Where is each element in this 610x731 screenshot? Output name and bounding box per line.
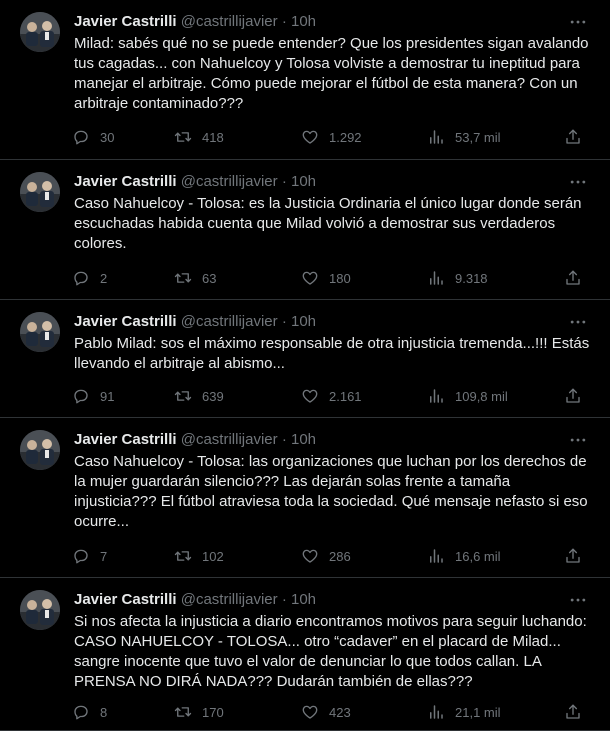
views-count: 16,6 mil: [455, 548, 501, 564]
reply-button[interactable]: [72, 268, 107, 288]
reply-count: 91: [100, 388, 115, 404]
retweet-button[interactable]: [174, 546, 224, 566]
reply-icon: [72, 387, 100, 405]
more-options-icon[interactable]: [568, 430, 588, 450]
timestamp[interactable]: 10h: [291, 313, 317, 330]
views-count: 109,8 mil: [455, 388, 508, 404]
avatar[interactable]: [20, 172, 60, 212]
share-button[interactable]: [564, 386, 582, 406]
retweet-icon: [174, 547, 202, 565]
retweet-button[interactable]: [174, 268, 216, 288]
like-count: 1.292: [329, 129, 362, 145]
share-button[interactable]: [564, 127, 582, 147]
tweet-actions: [72, 702, 592, 722]
reply-count: 8: [100, 704, 108, 720]
more-options-icon[interactable]: [568, 172, 588, 192]
like-count: 423: [329, 704, 351, 720]
reply-button[interactable]: [72, 386, 114, 406]
avatar[interactable]: [20, 312, 60, 352]
more-options-icon[interactable]: [568, 312, 588, 332]
views-count: 53,7 mil: [455, 129, 501, 145]
separator: ·: [281, 591, 287, 608]
tweet-actions: [72, 127, 592, 147]
timestamp[interactable]: 10h: [291, 13, 317, 30]
like-icon: [301, 703, 329, 721]
like-button[interactable]: [301, 268, 351, 288]
avatar[interactable]: [20, 590, 60, 630]
views-button[interactable]: [427, 127, 501, 147]
tweet-header: [74, 430, 316, 450]
retweet-icon: [174, 128, 202, 146]
tweet-text: Caso Nahuelcoy - Tolosa: las organizaciones que luchan por los derechos de la mujer guardarán silencio??? Las dejarán solas frente a tamaña injusticia??? El fútbol atraviesa toda la sociedad. Qué mensaje nefasto si eso ocurre...: [74, 453, 588, 530]
tweet-text: Si nos afecta la injusticia a diario encontramos motivos para seguir luchando: CASO NAHUELCOY - TOLOSA... otro “cadaver” en el placard de Milad... sangre inocente que tuvo el valor de denunciar lo que todos callan. LA PRENSA NO DIRÁ NADA??? Dudarán también de ellas???: [74, 613, 587, 690]
tweet[interactable]: [0, 160, 610, 300]
timestamp[interactable]: 10h: [291, 591, 317, 608]
like-icon: [301, 387, 329, 405]
author-handle[interactable]: @castrillijavier: [180, 431, 278, 448]
author-handle[interactable]: @castrillijavier: [180, 313, 278, 330]
like-icon: [301, 269, 329, 287]
author-handle[interactable]: @castrillijavier: [180, 13, 278, 30]
separator: ·: [281, 313, 287, 330]
reply-button[interactable]: [72, 546, 107, 566]
share-icon: [564, 547, 582, 565]
reply-icon: [72, 128, 100, 146]
views-button[interactable]: [427, 268, 488, 288]
retweet-button[interactable]: [174, 386, 224, 406]
author-name[interactable]: Javier Castrilli: [74, 173, 177, 190]
tweet-header: [74, 172, 316, 192]
author-name[interactable]: Javier Castrilli: [74, 13, 177, 30]
separator: ·: [281, 173, 287, 190]
share-icon: [564, 703, 582, 721]
reply-button[interactable]: [72, 702, 107, 722]
share-button[interactable]: [564, 546, 582, 566]
reply-icon: [72, 269, 100, 287]
like-count: 180: [329, 270, 351, 286]
share-button[interactable]: [564, 702, 582, 722]
views-icon: [427, 703, 455, 721]
like-icon: [301, 547, 329, 565]
reply-count: 7: [100, 548, 108, 564]
views-icon: [427, 547, 455, 565]
tweet[interactable]: [0, 418, 610, 578]
tweet-header: [74, 312, 316, 332]
retweet-count: 63: [202, 270, 217, 286]
separator: ·: [281, 13, 287, 30]
tweet-text: Pablo Milad: sos el máximo responsable de otra injusticia tremenda...!!! Estás llevando el arbitraje al abismo...: [74, 335, 590, 372]
views-count: 9.318: [455, 270, 488, 286]
timestamp[interactable]: 10h: [291, 173, 317, 190]
like-button[interactable]: [301, 702, 351, 722]
views-icon: [427, 128, 455, 146]
share-icon: [564, 128, 582, 146]
share-icon: [564, 269, 582, 287]
separator: ·: [281, 431, 287, 448]
tweet-actions: [72, 546, 592, 566]
tweet-actions: [72, 268, 592, 288]
views-button[interactable]: [427, 702, 501, 722]
views-count: 21,1 mil: [455, 704, 501, 720]
more-options-icon[interactable]: [568, 12, 588, 32]
avatar[interactable]: [20, 430, 60, 470]
share-button[interactable]: [564, 268, 582, 288]
like-button[interactable]: [301, 127, 362, 147]
tweet[interactable]: [0, 578, 610, 731]
like-button[interactable]: [301, 546, 351, 566]
retweet-icon: [174, 703, 202, 721]
tweet-text: Caso Nahuelcoy - Tolosa: es la Justicia Ordinaria el único lugar donde serán escuchadas habida cuenta que Milad volvió a demostrar sus verdaderos colores.: [74, 195, 582, 252]
reply-count: 30: [100, 129, 115, 145]
tweet[interactable]: [0, 0, 610, 160]
tweet-header: [74, 590, 316, 610]
tweet-header: [74, 12, 316, 32]
reply-count: 2: [100, 270, 108, 286]
like-count: 286: [329, 548, 351, 564]
reply-icon: [72, 703, 100, 721]
author-name[interactable]: Javier Castrilli: [74, 313, 177, 330]
like-count: 2.161: [329, 388, 362, 404]
tweet-text: Milad: sabés qué no se puede entender? Que los presidentes sigan avalando tus cagadas... con Nahuelcoy y Tolosa volviste a demostrar tu ineptitud para manejar el arbitraje. Cómo puede mejorar el fútbol de esta manera? Con un arbitraje contaminado???: [74, 35, 589, 112]
views-icon: [427, 269, 455, 287]
retweet-button[interactable]: [174, 127, 224, 147]
retweet-count: 170: [202, 704, 224, 720]
tweet[interactable]: [0, 300, 610, 418]
tweet-actions: [72, 386, 592, 406]
retweet-icon: [174, 387, 202, 405]
author-name[interactable]: Javier Castrilli: [74, 591, 177, 608]
views-button[interactable]: [427, 546, 501, 566]
author-handle[interactable]: @castrillijavier: [180, 173, 278, 190]
timestamp[interactable]: 10h: [291, 431, 317, 448]
more-options-icon[interactable]: [568, 590, 588, 610]
reply-icon: [72, 547, 100, 565]
views-icon: [427, 387, 455, 405]
retweet-icon: [174, 269, 202, 287]
retweet-count: 639: [202, 388, 224, 404]
reply-button[interactable]: [72, 127, 114, 147]
avatar[interactable]: [20, 12, 60, 52]
retweet-count: 418: [202, 129, 224, 145]
like-icon: [301, 128, 329, 146]
retweet-count: 102: [202, 548, 224, 564]
author-name[interactable]: Javier Castrilli: [74, 431, 177, 448]
like-button[interactable]: [301, 386, 362, 406]
share-icon: [564, 387, 582, 405]
author-handle[interactable]: @castrillijavier: [180, 591, 278, 608]
views-button[interactable]: [427, 386, 508, 406]
retweet-button[interactable]: [174, 702, 224, 722]
